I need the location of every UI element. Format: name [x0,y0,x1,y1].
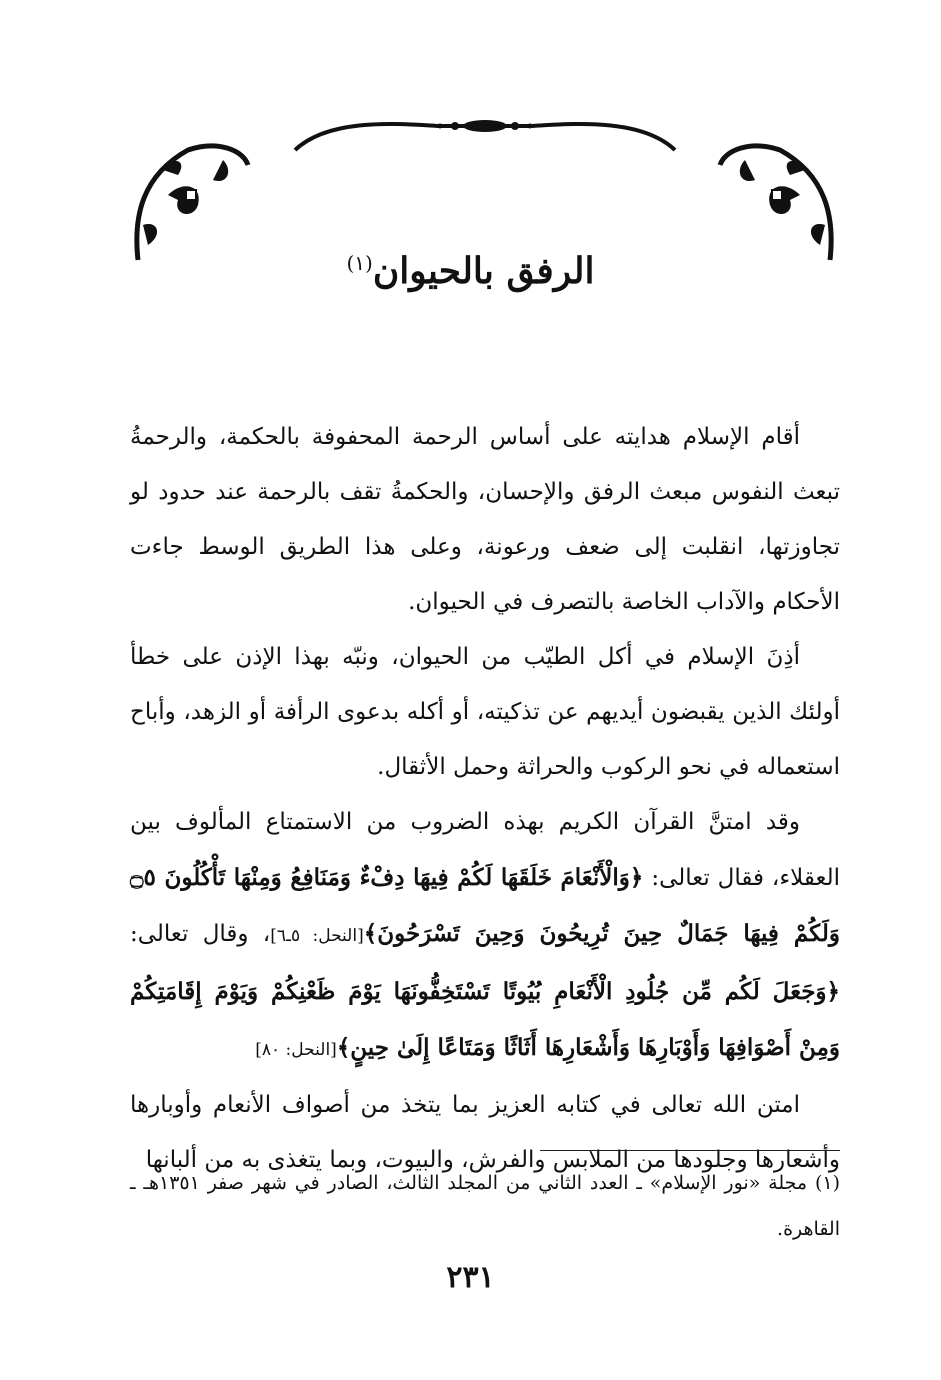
title-footnote-marker: (١) [346,251,373,275]
paragraph-4: امتن الله تعالى في كتابه العزيز بما يتخذ من أصواف الأنعام وأوبارها وأشعارها وجلودها من الملابس والفرش، والبيوت، وبما يتغذى به من ألبانها [130,1092,840,1173]
main-text [130,410,840,1188]
paragraph-2: أذِنَ الإسلام في أكل الطيّب من الحيوان، ونبّه بهذا الإذن على خطأ أولئك الذين يقبضون أيديهم عن تذكيته، أو أكله بدعوى الرأفة أو الزهد، وأباح استعماله في نحو الركوب والحراثة وحمل الأثقال. [130,644,840,780]
title-text: الرفق بالحيوان [372,250,595,292]
paragraph-3 [130,795,840,1078]
paragraph-1: أقام الإسلام هدايته على أساس الرحمة المحفوفة بالحكمة، والرحمةُ تبعث النفوس مبعث الرفق والإحسان، والحكمةُ تقف بالرحمة عند حدود لو تجاوزتها، انقلبت إلى ضعف ورعونة، وعلى هذا الطريق الوسط جاءت الأحكام والآداب الخاصة بالتصرف في الحيوان. [130,424,840,615]
verse-2-reference: [النحل: ٨٠] [255,1040,337,1060]
footnote-separator [540,1150,840,1151]
quran-verse-2: ﴿وَجَعَلَ لَكُم مِّن جُلُودِ الْأَنْعَامِ بُيُوتًا تَسْتَخِفُّونَهَا يَوْمَ ظَعْنِكُمْ وَيَوْمَ إِقَامَتِكُمْ وَمِنْ أَصْوَافِهَا وَأَوْبَارِهَا وَأَشْعَارِهَا أَثَاثًا وَمَتَاعًا إِلَىٰ حِينٍ﴾ [130,978,840,1061]
quran-verse-1: ﴿وَالْأَنْعَامَ خَلَقَهَا لَكُمْ فِيهَا دِفْءٌ وَمَنَافِعُ وَمِنْهَا تَأْكُلُونَ ۝٥ وَلَكُمْ فِيهَا جَمَالٌ حِينَ تُرِيحُونَ وَحِينَ تَسْرَحُونَ﴾ [130,864,840,947]
verse-1-reference: [النحل: ٥ـ٦] [270,926,364,946]
footnote: (١) مجلة «نور الإسلام» ـ العدد الثاني من المجلد الثالث، الصادر في شهر صفر ١٣٥١هـ ـ القاهرة. [130,1172,840,1240]
page-number: ٢٣١ [446,1260,495,1295]
paragraph-3-intro: وقد امتنَّ القرآن الكريم بهذه الضروب من الاستمتاع المألوف بين العقلاء، فقال تعالى: [130,809,841,891]
page-title [0,250,941,292]
right-corner-ornament [715,135,840,265]
left-corner-ornament [128,135,253,265]
top-ornament [290,112,680,154]
paragraph-3-middle: ، وقال تعالى: [130,921,271,947]
